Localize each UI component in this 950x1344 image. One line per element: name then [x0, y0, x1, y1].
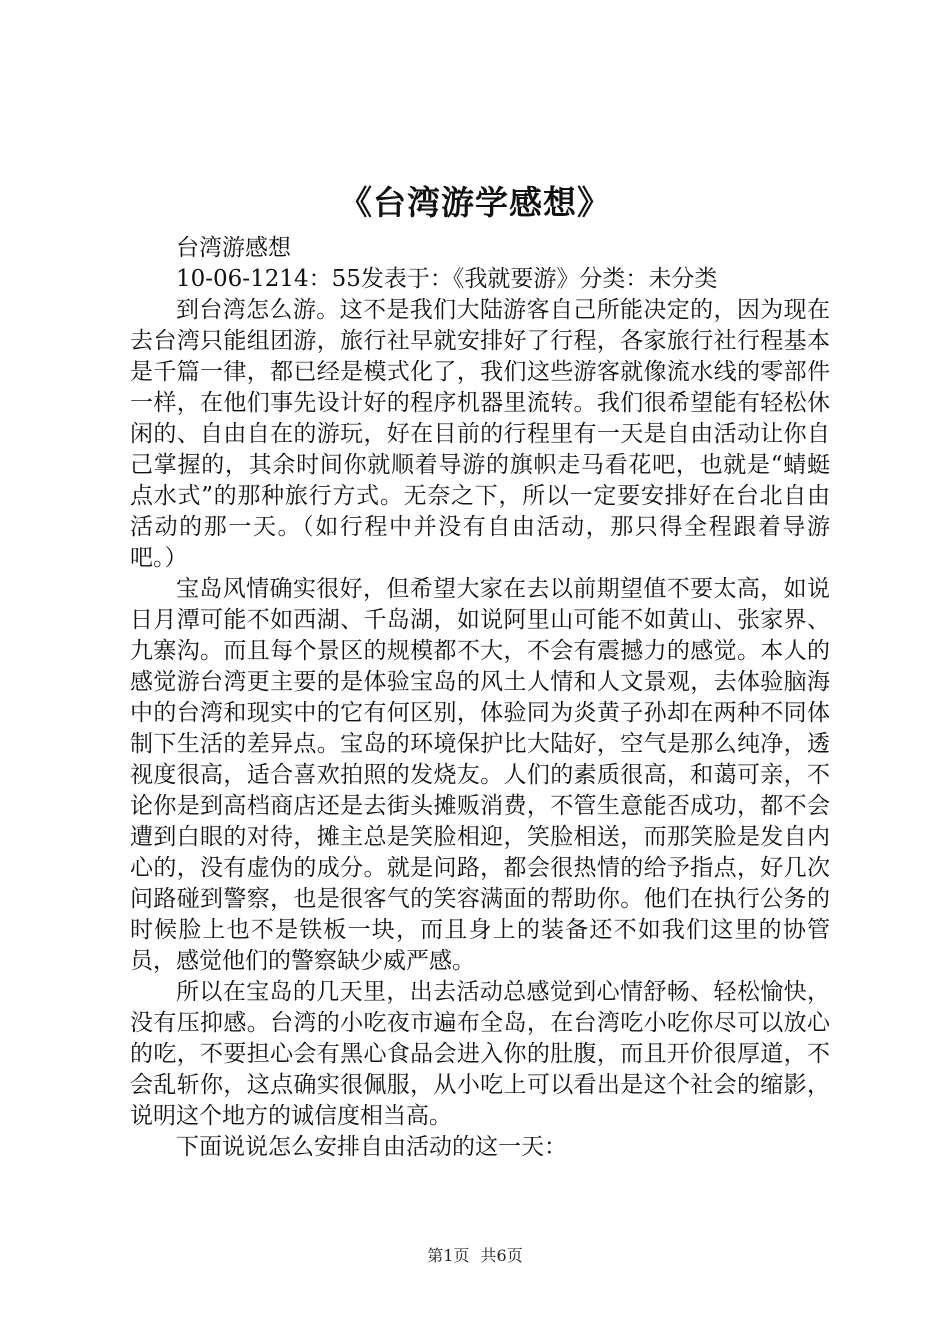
paragraph: 宝岛风情确实很好，但希望大家在去以前期望值不要太高，如说日月潭可能不如西湖、千岛湖，如说阿里山可能不如黄山、张家界、九寨沟。而且每个景区的规模都不大，不会有震撼力的感觉。本人的感觉游台湾更主要的是体验宝岛的风土人情和人文景观，去体验脑海中的台湾和现实中的它有何区别，体验同为炎黄子孙却在两种不同体制下生活的差异点。宝岛的环境保护比大陆好，空气是那么纯净，透视度很高，适合喜欢拍照的发烧友。人们的素质很高，和蔼可亲，不论你是到高档商店还是去街头摊贩消费，不管生意能否成功，都不会遭到白眼的对待，摊主总是笑脸相迎，笑脸相送，而那笑脸是发自内心的，没有虚伪的成分。就是问路，都会很热情的给予指点，好几次问路碰到警察，也是很客气的笑容满面的帮助你。他们在执行公务的时候脸上也不是铁板一块，而且身上的装备还不如我们这里的协管员，感觉他们的警察缺少威严感。: [130, 576, 830, 974]
paragraph: 到台湾怎么游。这不是我们大陆游客自己所能决定的，因为现在去台湾只能组团游，旅行社早就安排好了行程，各家旅行社行程基本是千篇一律，都已经是模式化了，我们这些游客就像流水线的零部件一样，在他们事先设计好的程序机器里流转。我们很希望能有轻松休闲的、自由自在的游玩，好在目前的行程里有一天是自由活动让你自己掌握的，其余时间你就顺着导游的旗帜走马看花吧，也就是“蜻蜓点水式”的那种旅行方式。无奈之下，所以一定要安排好在台北自由活动的那一天。（如行程中并没有自由活动，那只得全程跟着导游吧。）: [130, 297, 830, 571]
page-total: 共6页: [480, 1246, 523, 1265]
document-body: [130, 233, 830, 1163]
document-title: 《台湾游学感想》: [339, 183, 611, 222]
paragraph: 10-06-1214：55发表于：《我就要游》分类：未分类: [176, 266, 718, 292]
paragraph: 所以在宝岛的几天里，出去活动总感觉到心情舒畅、轻松愉快，没有压抑感。台湾的小吃夜市遍布全岛，在台湾吃小吃你尽可以放心的吃，不要担心会有黑心食品会进入你的肚腹，而且开价很厚道，不会乱斩你，这点确实很佩服，从小吃上可以看出是这个社会的缩影，说明这个地方的诚信度相当高。: [130, 979, 830, 1129]
paragraph: 下面说说怎么安排自由活动的这一天：: [176, 1134, 567, 1160]
page-number: 第1页: [427, 1246, 470, 1265]
page-footer: [0, 1244, 950, 1268]
paragraph: 台湾游感想: [176, 235, 291, 261]
